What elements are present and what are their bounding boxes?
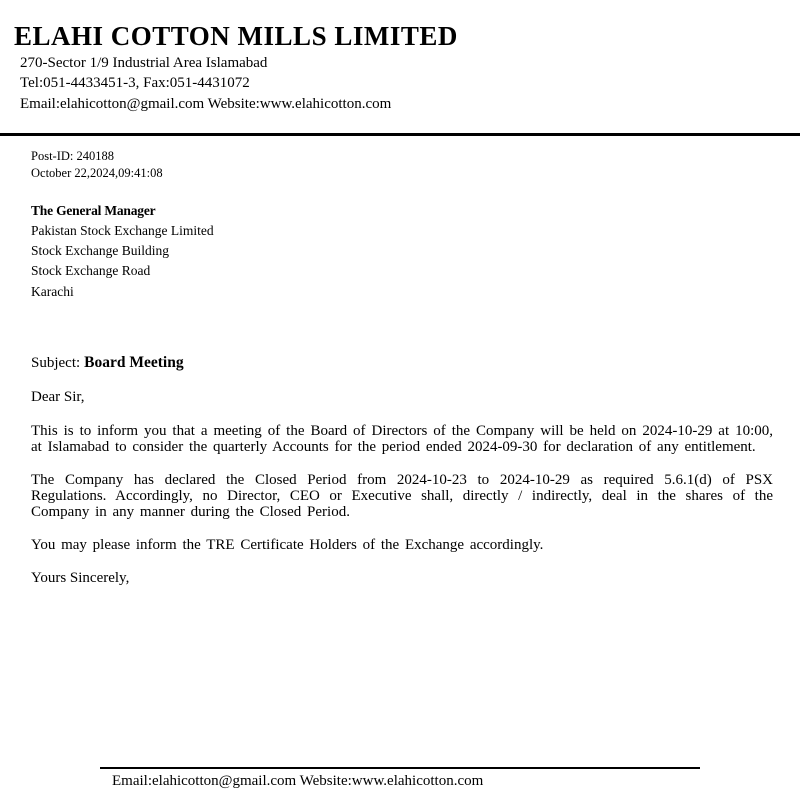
recipient-line: Stock Exchange Building [31,243,169,259]
letter-meta [31,148,773,181]
salutation: Dear Sir, [31,388,85,405]
paragraph-meeting-notice: This is to inform you that a meeting of the Board of Directors of the Company will be held on 2024-10-29 at 10:00, at Islamabad to consider the quarterly Accounts for the period ended 2024-09-30 for declaration of any entitlement. [31,422,773,455]
subject-row [31,354,773,372]
recipient-line: Karachi [31,283,74,299]
closing: Yours Sincerely, [31,570,130,587]
company-contact: Email:elahicotton@gmail.com Website:www.elahicotton.com [20,95,392,112]
footer [0,767,800,790]
post-id: Post-ID: 240188 [31,149,114,164]
recipient-line: Stock Exchange Road [31,263,151,279]
company-address: 270-Sector 1/9 Industrial Area Islamabad [20,54,268,71]
company-name: ELAHI COTTON MILLS LIMITED [14,21,458,51]
paragraph-closed-period: The Company has declared the Closed Period from 2024-10-23 to 2024-10-29 as required 5.6.1(d) of PSX Regulations. Accordingly, no Director, CEO or Executive shall, directly / indirectly, deal in the shares of the Company in any manner during the Closed Period. [31,471,773,520]
subject-label: Subject: [31,354,81,371]
recipient-line: Pakistan Stock Exchange Limited [31,223,214,239]
footer-contact: Email:elahicotton@gmail.com Website:www.elahicotton.com [112,773,484,789]
paragraph-tre-notice: You may please inform the TRE Certificate Holders of the Exchange accordingly. [31,537,544,553]
footer-divider [100,767,700,769]
recipient-title: The General Manager [31,202,156,218]
subject-text: Board Meeting [84,353,184,371]
letterhead [0,0,800,113]
letter-datetime: October 22,2024,09:41:08 [31,165,163,180]
recipient-block [31,203,773,300]
company-phone-fax: Tel:051-4433451-3, Fax:051-4431072 [20,75,250,92]
letter-body [0,136,800,587]
